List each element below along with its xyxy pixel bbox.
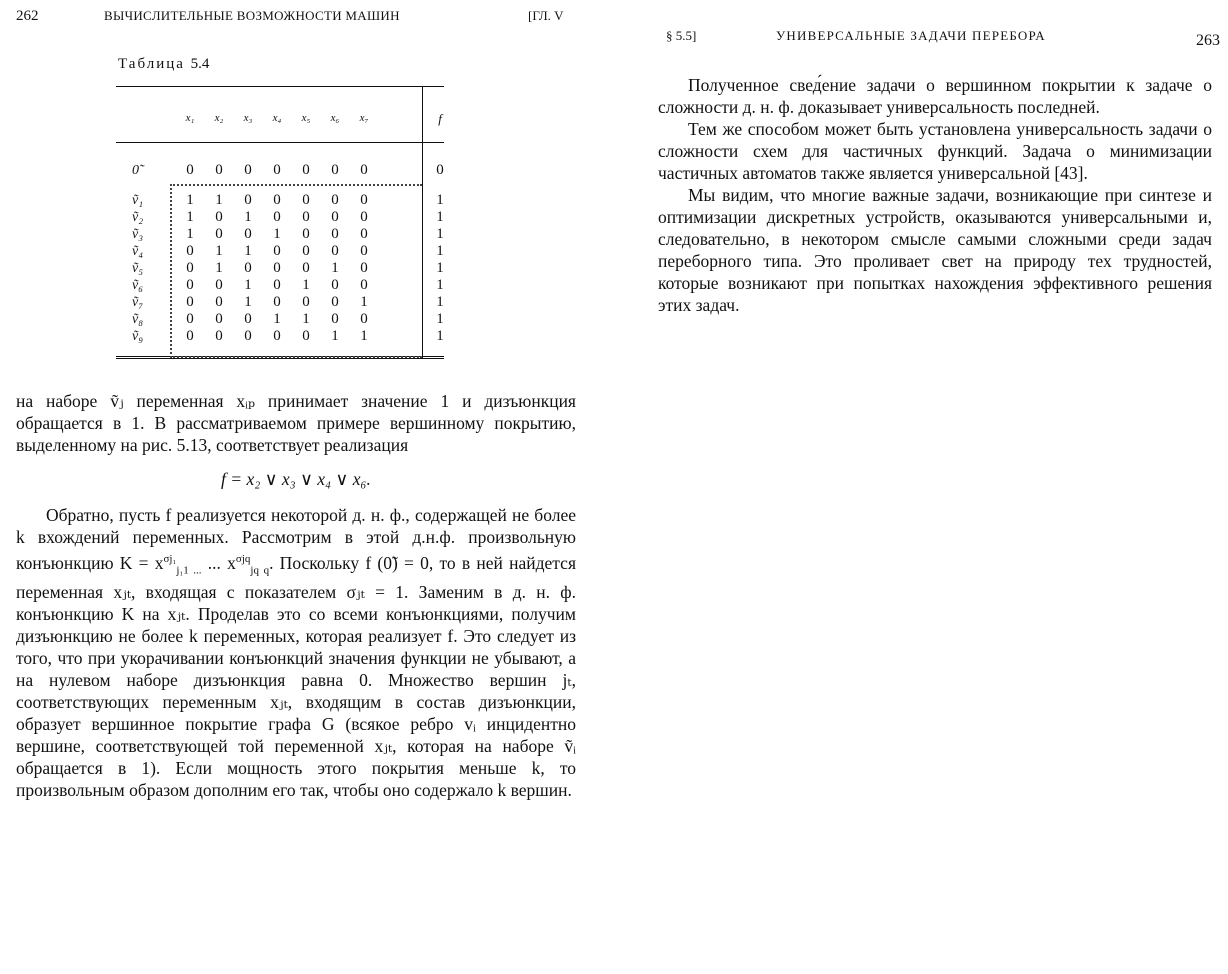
right-running-title: УНИВЕРСАЛЬНЫЕ ЗАДАЧИ ПЕРЕБОРА (776, 28, 1046, 43)
table-cell: 0 (215, 277, 223, 293)
table-cell: 0 (360, 209, 368, 225)
table-cell: 0 (186, 243, 194, 259)
f-cell: 1 (436, 226, 444, 242)
table-cell: 0 (360, 192, 368, 208)
column-header-7: x₇ (359, 112, 369, 124)
table-cell: 0 (302, 243, 310, 259)
conj-sub-1: j₁1 ... (176, 564, 202, 577)
table-cell: 0 (215, 328, 223, 344)
table-cell: 1 (215, 192, 223, 208)
table-cell: 0 (360, 277, 368, 293)
column-header-4: x₄ (272, 112, 282, 124)
table-cell: 0 (302, 226, 310, 242)
table-cell: 0 (273, 209, 281, 225)
table-cell: 1 (244, 277, 252, 293)
table-cell: 0 (331, 294, 339, 310)
zero-row-cell: 0 (215, 162, 223, 178)
table-cell: 0 (360, 260, 368, 276)
row-label-v6: ṽ₆ (132, 278, 144, 293)
right-body-text (658, 74, 1212, 316)
table-header-rule (116, 142, 444, 143)
table-cell: 0 (186, 277, 194, 293)
table-cell: 0 (302, 294, 310, 310)
right-paragraph-2: Тем же способом может быть установлена универсальность задачи о сложности схем для частичных функций. Задача о минимизации частичных автоматов также является универсальной [43]. (658, 119, 1212, 183)
row-label-v2: ṽ₂ (132, 210, 144, 225)
truth-table (116, 86, 444, 366)
table-top-rule (116, 86, 444, 87)
table-cell: 0 (186, 311, 194, 327)
left-running-title: ВЫЧИСЛИТЕЛЬНЫЕ ВОЗМОЖНОСТИ МАШИН (104, 8, 400, 23)
table-cell: 0 (331, 209, 339, 225)
row-label-zero: 0̃ (132, 163, 139, 178)
column-header-6: x₆ (330, 112, 340, 124)
right-page (640, 0, 1228, 974)
table-cell: 0 (302, 260, 310, 276)
table-cell: 1 (186, 226, 194, 242)
table-cell: 1 (244, 294, 252, 310)
conj-sub-2: jq q (250, 564, 270, 577)
table-cell: 1 (331, 260, 339, 276)
column-header-f: f (438, 111, 442, 126)
left-page-number: 262 (16, 8, 39, 24)
table-cell: 1 (360, 328, 368, 344)
table-cell: 1 (244, 209, 252, 225)
table-cell: 0 (215, 294, 223, 310)
right-running-header (640, 8, 1228, 49)
table-cell: 0 (273, 260, 281, 276)
table-cell: 1 (273, 311, 281, 327)
right-page-number: 263 (1196, 32, 1220, 49)
column-header-2: x₂ (214, 112, 224, 124)
row-label-v9: ṽ₉ (132, 329, 144, 344)
chapter-label: [ГЛ. V (528, 8, 564, 23)
f-cell: 1 (436, 209, 444, 225)
left-page (0, 0, 600, 974)
f-cell: 1 (436, 192, 444, 208)
table-caption (118, 56, 209, 73)
left-paragraph-2 (16, 504, 576, 801)
table-cell: 0 (273, 243, 281, 259)
f-cell: 1 (436, 311, 444, 327)
column-header-5: x₅ (301, 112, 311, 124)
table-cell: 0 (331, 226, 339, 242)
table-cell: 1 (244, 243, 252, 259)
f-cell: 1 (436, 260, 444, 276)
right-paragraph-1: Полученное свед́ение задачи о вершинном покрытии к задаче о сложности д. н. ф. доказывает универсальность последней. (658, 75, 1212, 117)
table-cell: 0 (186, 328, 194, 344)
table-cell: 1 (215, 260, 223, 276)
f-cell: 1 (436, 243, 444, 259)
zero-row-cell: 0 (186, 162, 194, 178)
left-paragraph-1: на наборе ṽⱼ переменная xᵢₚ принимает значение 1 и дизъюнкция обращается в 1. В рассматриваемом примере вершинному покрытию, выделенному на рис. 5.13, соответствует реализация (16, 391, 576, 455)
table-caption-word: Таблица (118, 56, 185, 72)
table-cell: 0 (302, 192, 310, 208)
left-paragraph-2-c: . Поскольку f (0̃) = 0, то в ней найдется переменная xⱼₜ, входящая с показателем σⱼₜ = 1. Заменим в д. н. ф. конъюнкцию K на xⱼₜ. Проделав это со всеми конъюнкциями, получим дизъюнкцию не более k переменных, которая реализует f. Это следует из того, что при укорачивании конъюнкций значения функции не убывают, а на нулевом наборе дизъюнкция равна 0. Множество вершин jₜ, соответствующих переменным xⱼₜ, входящим в состав дизъюнкции, образует вершинное покрытие графа G (всякое ребро vᵢ инцидентно вершине, соответствующей той переменной xⱼₜ, которая на наборе ṽᵢ обращается в 1). Если мощность этого покрытия меньше k, то произвольным образом дополним его так, чтобы оно содержало k вершин. (16, 552, 576, 801)
table-cell: 0 (186, 260, 194, 276)
table-cell: 1 (186, 209, 194, 225)
row-label-v7: ṽ₇ (132, 295, 144, 310)
conj-sup-2: σjq (235, 553, 251, 565)
table-f-separator (422, 86, 423, 358)
column-header-1: x₁ (185, 112, 195, 124)
table-cell: 0 (360, 226, 368, 242)
f-cell: 1 (436, 328, 444, 344)
table-cell: 0 (273, 294, 281, 310)
table-cell: 0 (215, 226, 223, 242)
f-cell: 1 (436, 277, 444, 293)
left-body-text (16, 390, 576, 801)
f-cell: 1 (436, 294, 444, 310)
table-cell: 0 (331, 243, 339, 259)
left-running-header (0, 8, 600, 30)
section-label: § 5.5] (666, 28, 697, 43)
zero-row-cell: 0 (273, 162, 281, 178)
table-cell: 0 (360, 243, 368, 259)
table-cell: 0 (215, 311, 223, 327)
zero-row-cell: 0 (244, 162, 252, 178)
table-cell: 0 (244, 226, 252, 242)
table-cell: 1 (302, 277, 310, 293)
left-paragraph-2-b: ... x (207, 552, 236, 573)
row-label-v8: ṽ₈ (132, 312, 144, 327)
table-cell: 1 (215, 243, 223, 259)
table-cell: 0 (273, 277, 281, 293)
table-cell: 1 (331, 328, 339, 344)
table-cell: 0 (244, 328, 252, 344)
table-cell: 0 (302, 328, 310, 344)
table-cell: 0 (331, 277, 339, 293)
table-cell: 0 (244, 260, 252, 276)
table-cell: 0 (273, 328, 281, 344)
table-cell: 0 (302, 209, 310, 225)
table-cell: 1 (273, 226, 281, 242)
zero-row-f-cell: 0 (436, 162, 444, 178)
table-cell: 1 (360, 294, 368, 310)
zero-row-cell: 0 (302, 162, 310, 178)
table-cell: 0 (273, 192, 281, 208)
table-cell: 0 (244, 192, 252, 208)
table-cell: 0 (244, 311, 252, 327)
table-cell: 0 (186, 294, 194, 310)
row-label-v5: ṽ₅ (132, 261, 144, 276)
left-paragraph-2-a: Обратно, пусть f реализуется некоторой д. н. ф., содержащей не более k вхождений переменных. Рассмотрим в этой д.н.ф. произвольную конъюнкцию K = x (16, 505, 576, 573)
column-header-3: x₃ (243, 112, 253, 124)
zero-row-cell: 0 (360, 162, 368, 178)
row-label-v1: ṽ₁ (132, 193, 144, 208)
zero-row-cell: 0 (331, 162, 339, 178)
row-label-v3: ṽ₃ (132, 227, 144, 242)
table-cell: 1 (186, 192, 194, 208)
realization-formula: f = x₂ ∨ x₃ ∨ x₄ ∨ x₆. (221, 469, 371, 489)
right-paragraph-3: Мы видим, что многие важные задачи, возникающие при синтезе и оптимизации дискретных устройств, оказываются универсальными и, следовательно, в некотором смысле самыми сложными среди задач переборного типа. Это проливает свет на природу тех трудностей, которые возникают при попытках нахождения эффективного решения этих задач. (658, 185, 1212, 315)
row-label-v4: ṽ₄ (132, 244, 144, 259)
table-cell: 1 (302, 311, 310, 327)
table-caption-number: 5.4 (190, 56, 210, 72)
table-cell: 0 (331, 311, 339, 327)
table-cell: 0 (331, 192, 339, 208)
table-cell: 0 (360, 311, 368, 327)
conj-sup-1: σj₁ (163, 553, 177, 565)
table-cell: 0 (215, 209, 223, 225)
